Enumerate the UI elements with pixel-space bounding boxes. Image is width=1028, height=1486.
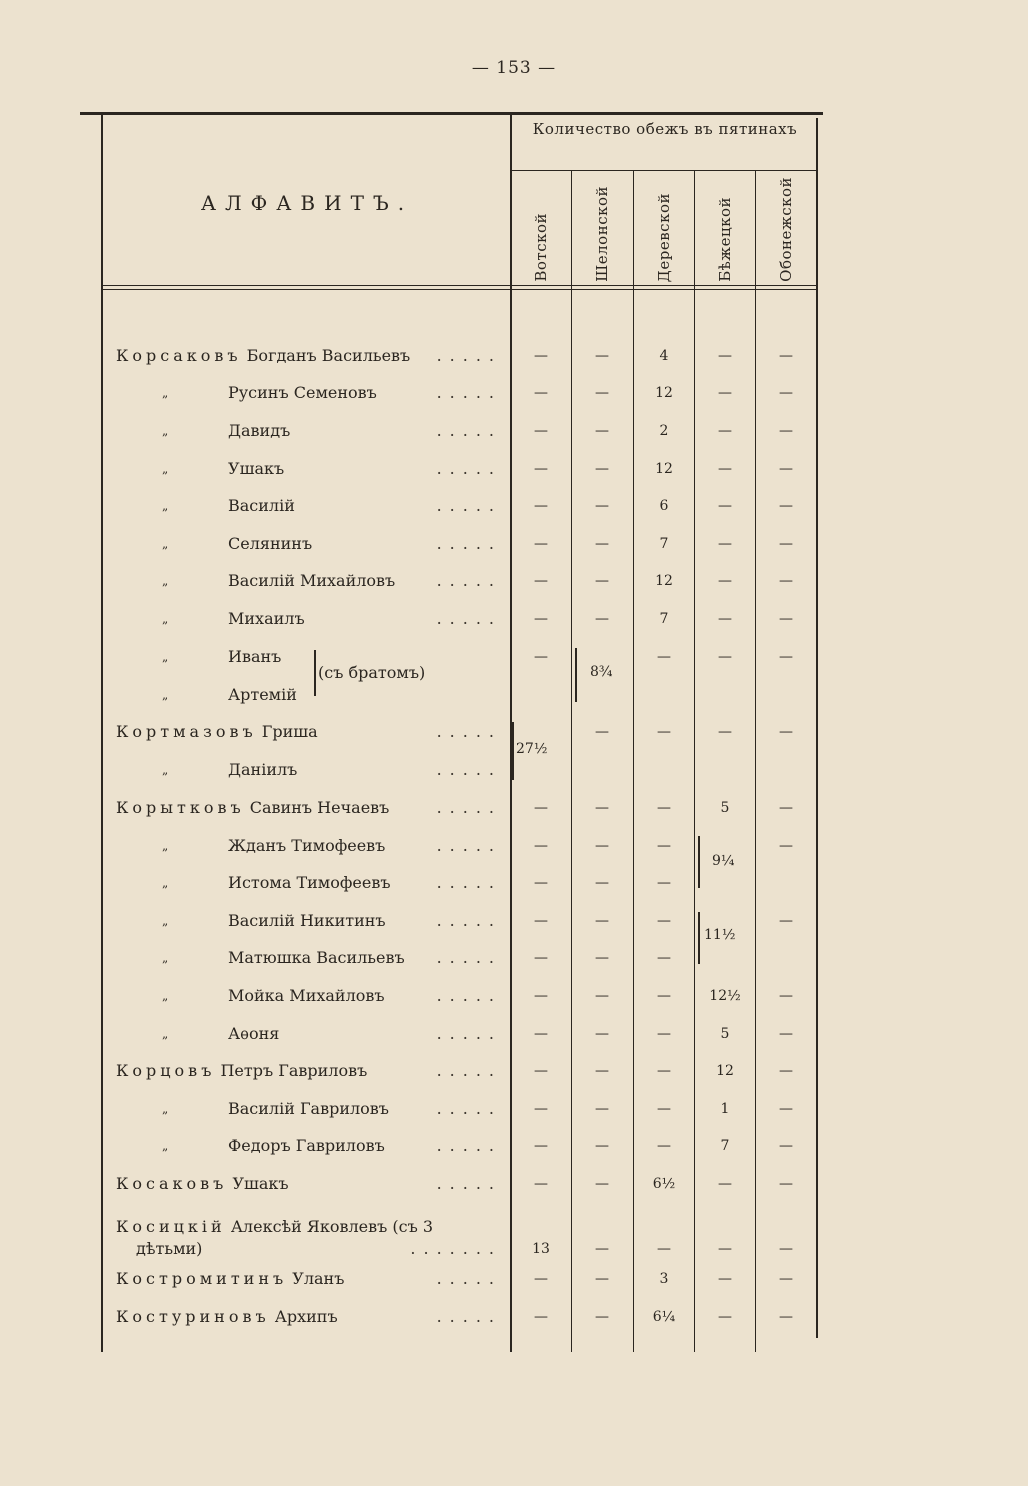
table-cell: —: [657, 1241, 671, 1257]
given-name: Федоръ Гавриловъ: [228, 1136, 385, 1155]
table-cell: —: [718, 1241, 732, 1257]
given-name: Матюшка Васильевъ: [228, 948, 405, 967]
table-cell: —: [779, 1063, 793, 1079]
ditto-mark: „: [162, 574, 169, 588]
table-cell: —: [534, 1176, 548, 1192]
given-name: Петръ Гавриловъ: [220, 1061, 368, 1080]
table-cell: —: [534, 1101, 548, 1117]
bracket-value-bezh-1: 9¼: [712, 853, 735, 869]
table-cell: —: [718, 649, 732, 665]
table-cell: —: [534, 1063, 548, 1079]
header-bottom-rule: [102, 285, 816, 286]
table-cell: 1: [720, 1101, 730, 1117]
bracket-value-vot: 27½: [516, 741, 548, 757]
given-name-continued: дѣтьми): [136, 1239, 203, 1258]
table-row: [104, 1057, 508, 1085]
bracket-value-shelon: 8¾: [590, 664, 613, 680]
table-cell: —: [718, 1176, 732, 1192]
ditto-mark: „: [162, 763, 169, 777]
leader-dots: .....: [436, 571, 502, 590]
table-cell: —: [534, 913, 548, 929]
table-cell: 7: [659, 611, 669, 627]
page-number: — 153 —: [471, 58, 557, 78]
table-cell: —: [534, 611, 548, 627]
table-cell: —: [779, 1271, 793, 1287]
table-cell: —: [534, 875, 548, 891]
table-cell: —: [718, 1309, 732, 1325]
table-cell: —: [657, 913, 671, 929]
given-name: Савинъ Нечаевъ: [249, 798, 390, 817]
given-name: Алексѣй Яковлевъ (съ 3: [230, 1217, 434, 1236]
leader-dots: .....: [436, 496, 502, 515]
table-cell: —: [657, 875, 671, 891]
table-cell: —: [779, 423, 793, 439]
column-group-header: Количество обежъ въ пятинахъ: [532, 120, 798, 138]
given-name: Селянинъ: [228, 534, 313, 553]
ditto-mark: „: [162, 386, 169, 400]
leader-dots: .......: [410, 1239, 502, 1258]
leader-dots: .....: [436, 1136, 502, 1155]
ditto-mark: „: [162, 650, 169, 664]
leader-dots: .....: [436, 459, 502, 478]
leader-dots: .....: [436, 1174, 502, 1193]
table-right-border: [816, 118, 818, 1338]
table-cell: 13: [532, 1241, 550, 1257]
surname: Косаковъ Ушакъ: [116, 1174, 289, 1193]
table-row: [104, 530, 508, 558]
given-name: Ушакъ: [228, 459, 285, 478]
table-row: [104, 869, 508, 897]
ditto-mark: „: [162, 1102, 169, 1116]
given-name: Василій Гавриловъ: [228, 1099, 389, 1118]
given-name: Даніилъ: [228, 760, 298, 779]
surname: Корытковъ Савинъ Нечаевъ: [116, 798, 390, 817]
table-row: [104, 643, 508, 671]
table-cell: 5: [720, 1026, 730, 1042]
table-cell: —: [657, 800, 671, 816]
table-cell: —: [534, 385, 548, 401]
table-cell: —: [718, 724, 732, 740]
ditto-mark: „: [162, 537, 169, 551]
given-name: Ушакъ: [232, 1174, 289, 1193]
table-cell: 4: [659, 348, 669, 364]
leader-dots: .....: [436, 986, 502, 1005]
table-cell: —: [718, 348, 732, 364]
table-cell: —: [779, 611, 793, 627]
table-cell: —: [595, 838, 609, 854]
table-cell: —: [657, 724, 671, 740]
table-cell: —: [534, 1309, 548, 1325]
bracket-note-brother: (съ братомъ): [318, 663, 426, 682]
table-row: [104, 907, 508, 935]
given-name: Василій Никитинъ: [228, 911, 386, 930]
table-cell: —: [779, 724, 793, 740]
given-name: Русинъ Семеновъ: [228, 383, 377, 402]
table-row: [104, 1020, 508, 1048]
bracket-vot-kortmazov: [512, 722, 514, 780]
table-cell: —: [657, 950, 671, 966]
table-cell: 12: [655, 461, 673, 477]
table-row: [104, 982, 508, 1010]
surname: Косицкій Алексѣй Яковлевъ (съ 3: [116, 1217, 434, 1236]
given-name: Иванъ: [228, 647, 282, 666]
table-cell: —: [779, 1176, 793, 1192]
column-header-obonezhskoy: Обонежской: [777, 177, 795, 282]
leader-dots: .....: [436, 383, 502, 402]
surname: Корсаковъ Богданъ Васильевъ: [116, 346, 411, 365]
table-row: [104, 944, 508, 972]
table-cell: —: [534, 649, 548, 665]
ditto-mark: „: [162, 424, 169, 438]
leader-dots: .....: [436, 1307, 502, 1326]
table-cell: —: [595, 1063, 609, 1079]
table-cell: —: [718, 611, 732, 627]
leader-dots: .....: [436, 346, 502, 365]
table-cell: 12½: [709, 988, 741, 1004]
table-cell: —: [779, 461, 793, 477]
table-cell: —: [657, 838, 671, 854]
table-cell: —: [779, 1101, 793, 1117]
leader-dots: .....: [436, 722, 502, 741]
ditto-mark: „: [162, 876, 169, 890]
given-name: Истома Тимофеевъ: [228, 873, 391, 892]
table-cell: —: [595, 348, 609, 364]
table-cell: 5: [720, 800, 730, 816]
page-title: АЛФАВИТЪ.: [200, 191, 414, 215]
leader-dots: .....: [436, 948, 502, 967]
table-cell: —: [718, 423, 732, 439]
column-header-derevskoy: Деревской: [655, 192, 673, 282]
table-cell: —: [779, 1138, 793, 1154]
ditto-mark: „: [162, 499, 169, 513]
given-name: Архипъ: [274, 1307, 338, 1326]
given-name: Михаилъ: [228, 609, 305, 628]
bracket-ivan-artemiy: [314, 650, 316, 696]
table-left-border: [101, 114, 103, 1352]
table-cell: —: [595, 611, 609, 627]
table-cell: —: [595, 385, 609, 401]
top-rule: [80, 112, 823, 115]
ditto-mark: „: [162, 612, 169, 626]
table-row: [104, 794, 508, 822]
given-name: Василій: [228, 496, 295, 515]
header-group-rule: [512, 170, 816, 171]
table-cell: —: [534, 536, 548, 552]
table-cell: —: [779, 498, 793, 514]
given-name: Артемій: [228, 685, 297, 704]
table-row: [104, 718, 508, 746]
table-cell: 3: [659, 1271, 669, 1287]
table-cell: —: [718, 536, 732, 552]
table-cell: —: [779, 913, 793, 929]
leader-dots: .....: [436, 798, 502, 817]
ditto-mark: „: [162, 989, 169, 1003]
table-cell: —: [779, 1026, 793, 1042]
column-header-bezhetskoy: Бѣжецкой: [716, 197, 734, 282]
table-row: [104, 1132, 508, 1160]
table-cell: —: [595, 950, 609, 966]
table-cell: —: [657, 1026, 671, 1042]
table-cell: —: [779, 649, 793, 665]
given-name: Жданъ Тимофеевъ: [228, 836, 386, 855]
table-cell: 12: [655, 573, 673, 589]
table-row: [104, 492, 508, 520]
table-cell: —: [657, 1138, 671, 1154]
ditto-mark: „: [162, 1027, 169, 1041]
table-cell: —: [534, 348, 548, 364]
table-cell: —: [657, 1101, 671, 1117]
table-cell: —: [595, 536, 609, 552]
leader-dots: .....: [436, 421, 502, 440]
table-row: [104, 1303, 508, 1331]
table-row: [104, 342, 508, 370]
ditto-mark: „: [162, 839, 169, 853]
table-cell: —: [595, 1176, 609, 1192]
table-row: [104, 417, 508, 445]
table-row-continuation: [104, 1235, 508, 1263]
table-cell: —: [534, 1026, 548, 1042]
table-cell: —: [718, 498, 732, 514]
given-name: Мойка Михайловъ: [228, 986, 385, 1005]
given-name: Аѳоня: [228, 1024, 280, 1043]
table-cell: 7: [720, 1138, 730, 1154]
table-row: [104, 455, 508, 483]
bracket-value-bezh-2: 11½: [704, 927, 736, 943]
leader-dots: .....: [436, 836, 502, 855]
table-cell: —: [779, 1241, 793, 1257]
header-bottom-rule-2: [102, 289, 816, 290]
table-cell: —: [595, 423, 609, 439]
surname: Костромитинъ Уланъ: [116, 1269, 345, 1288]
table-cell: —: [595, 1101, 609, 1117]
table-cell: —: [779, 536, 793, 552]
table-cell: —: [595, 461, 609, 477]
table-cell: —: [779, 838, 793, 854]
leader-dots: .....: [436, 873, 502, 892]
table-cell: —: [718, 573, 732, 589]
table-cell: 6½: [652, 1176, 676, 1192]
table-cell: —: [595, 988, 609, 1004]
ditto-mark: „: [162, 914, 169, 928]
table-row: [104, 379, 508, 407]
leader-dots: .....: [436, 1269, 502, 1288]
table-cell: —: [534, 838, 548, 854]
table-cell: —: [718, 385, 732, 401]
ditto-mark: „: [162, 951, 169, 965]
table-cell: —: [595, 724, 609, 740]
table-cell: 12: [716, 1063, 734, 1079]
column-header-shelonskoy: Шелонской: [593, 186, 611, 282]
table-cell: —: [657, 988, 671, 1004]
bracket-shelon-ivan: [575, 648, 577, 702]
table-row: [104, 1170, 508, 1198]
surname: Кортмазовъ Гриша: [116, 722, 318, 741]
leader-dots: .....: [436, 1024, 502, 1043]
table-cell: —: [779, 800, 793, 816]
leader-dots: .....: [436, 609, 502, 628]
table-cell: —: [534, 800, 548, 816]
table-cell: —: [534, 1138, 548, 1154]
table-cell: —: [595, 498, 609, 514]
table-row: [104, 1265, 508, 1293]
ditto-mark: „: [162, 1139, 169, 1153]
given-name: Уланъ: [292, 1269, 345, 1288]
surname: Костуриновъ Архипъ: [116, 1307, 338, 1326]
table-cell: —: [534, 1271, 548, 1287]
bracket-bezh-vasiliy: [698, 912, 700, 964]
ditto-mark: „: [162, 462, 169, 476]
table-cell: —: [534, 573, 548, 589]
table-cell: —: [779, 1309, 793, 1325]
table-cell: —: [534, 423, 548, 439]
table-cell: 6: [659, 498, 669, 514]
given-name: Гриша: [261, 722, 318, 741]
table-cell: —: [779, 385, 793, 401]
table-cell: —: [595, 913, 609, 929]
leader-dots: .....: [436, 911, 502, 930]
table-cell: —: [595, 1309, 609, 1325]
leader-dots: .....: [436, 534, 502, 553]
table-cell: —: [718, 461, 732, 477]
given-name: Давидъ: [228, 421, 291, 440]
leader-dots: .....: [436, 1099, 502, 1118]
ditto-mark: „: [162, 688, 169, 702]
table-cell: —: [534, 498, 548, 514]
given-name: Василій Михайловъ: [228, 571, 396, 590]
bracket-bezh-zhdan: [698, 836, 700, 888]
table-row: [104, 1095, 508, 1123]
table-row: [104, 567, 508, 595]
table-cell: —: [779, 348, 793, 364]
table-cell: 12: [655, 385, 673, 401]
table-row: [104, 681, 508, 709]
table-cell: —: [595, 1241, 609, 1257]
table-cell: —: [718, 1271, 732, 1287]
table-cell: —: [595, 1026, 609, 1042]
table-cell: —: [595, 573, 609, 589]
table-cell: —: [595, 1138, 609, 1154]
table-row: [104, 756, 508, 784]
table-cell: 7: [659, 536, 669, 552]
table-cell: —: [595, 800, 609, 816]
table-row: [104, 605, 508, 633]
table-cell: —: [779, 988, 793, 1004]
table-cell: —: [534, 461, 548, 477]
table-cell: —: [595, 1271, 609, 1287]
table-cell: —: [534, 950, 548, 966]
table-cell: —: [657, 1063, 671, 1079]
column-header-votskoy: Вотской: [532, 213, 550, 282]
table-cell: —: [657, 649, 671, 665]
table-cell: 6¼: [652, 1309, 676, 1325]
leader-dots: .....: [436, 1061, 502, 1080]
table-cell: —: [534, 988, 548, 1004]
table-cell: —: [779, 573, 793, 589]
table-row: [104, 832, 508, 860]
given-name: Богданъ Васильевъ: [246, 346, 411, 365]
leader-dots: .....: [436, 760, 502, 779]
table-cell: —: [595, 875, 609, 891]
table-cell: 2: [659, 423, 669, 439]
surname: Корцовъ Петръ Гавриловъ: [116, 1061, 368, 1080]
